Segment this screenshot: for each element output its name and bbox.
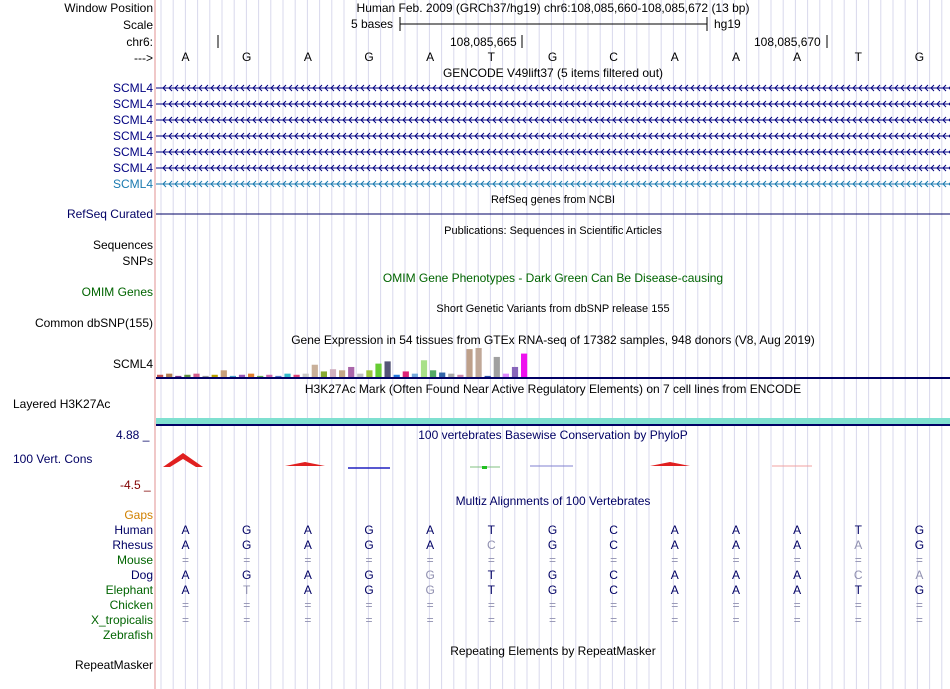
multiz-base: = [304, 598, 312, 612]
gtex-tissue-bar [193, 374, 199, 377]
multiz-base: C [487, 538, 496, 552]
gtex-tissue-bar [248, 374, 254, 377]
multiz-base: = [182, 553, 190, 567]
multiz-base: = [182, 613, 190, 627]
gtex-tissue-bar [157, 375, 163, 377]
multiz-base: = [487, 598, 495, 612]
multiz-base: C [853, 568, 863, 582]
gtex-tissue-bar [476, 348, 482, 377]
multiz-base: A [303, 523, 312, 537]
multiz-base: T [243, 583, 251, 597]
gtex-tissue-bar [175, 376, 181, 377]
multiz-base: = [915, 553, 923, 567]
gtex-tissue-bar [439, 373, 445, 377]
base-letter: T [487, 50, 496, 64]
refseq-label[interactable]: RefSeq Curated [66, 207, 153, 221]
dbsnp-title: Short Genetic Variants from dbSNP release 155 [436, 303, 670, 315]
publications-title: Publications: Sequences in Scientific Articles [444, 225, 662, 237]
gtex-tissue-bar [412, 374, 418, 377]
multiz-base: G [242, 523, 252, 537]
multiz-base: = [243, 613, 251, 627]
multiz-base: = [304, 553, 312, 567]
coord-label-2: 108,085,670 [754, 35, 821, 49]
multiz-base: = [854, 598, 862, 612]
gtex-tissue-bar [457, 375, 463, 377]
multiz-base: = [365, 598, 373, 612]
multiz-base: = [610, 598, 618, 612]
gtex-tissue-bar [212, 375, 218, 377]
gtex-label[interactable]: SCML4 [112, 357, 153, 371]
multiz-base: = [548, 613, 556, 627]
multiz-base: G [364, 538, 374, 552]
multiz-base: G [364, 568, 374, 582]
multiz-species-label[interactable]: X_tropicalis [90, 613, 153, 627]
base-letter: G [914, 50, 925, 64]
omim-label[interactable]: OMIM Genes [81, 285, 153, 299]
multiz-base: G [914, 523, 925, 537]
gencode-transcript-label[interactable]: SCML4 [112, 113, 153, 127]
gtex-tissue-bar [230, 376, 236, 377]
gtex-tissue-bar [330, 369, 336, 377]
multiz-base: G [914, 538, 925, 552]
multiz-base: = [671, 598, 679, 612]
multiz-base: A [670, 538, 679, 552]
h3k27ac-signal [156, 418, 950, 424]
multiz-species-label[interactable]: Elephant [105, 583, 153, 597]
multiz-base: = [915, 613, 923, 627]
base-letter: A [426, 50, 435, 64]
gtex-tissue-bar [303, 374, 309, 377]
publications-sequences-label[interactable]: Sequences [92, 238, 153, 252]
multiz-base: A [426, 538, 435, 552]
phylop-title: 100 vertebrates Basewise Conservation by PhyloP [418, 428, 688, 442]
multiz-base: = [487, 553, 495, 567]
phylop-label[interactable]: 100 Vert. Cons [13, 452, 93, 466]
multiz-base: = [243, 553, 251, 567]
multiz-base: = [793, 613, 801, 627]
scale-assembly: hg19 [714, 17, 741, 31]
h3k27ac-title: H3K27Ac Mark (Often Found Near Active Regulatory Elements) on 7 cell lines from ENCODE [304, 382, 802, 396]
multiz-base: = [487, 613, 495, 627]
multiz-base: A [793, 583, 802, 597]
multiz-base: C [609, 568, 618, 582]
multiz-base: A [793, 568, 802, 582]
base-letter: A [303, 50, 312, 64]
window-position-label: Window Position [64, 1, 153, 15]
multiz-base: C [609, 583, 618, 597]
gtex-tissue-bar [366, 370, 372, 377]
base-letter: G [242, 50, 252, 64]
base-letter: A [181, 50, 190, 64]
phylop-min-label: -4.5 _ [120, 478, 151, 492]
strand-label: ---> [134, 51, 153, 65]
dbsnp-label[interactable]: Common dbSNP(155) [34, 316, 153, 330]
multiz-species-label[interactable]: Mouse [116, 553, 153, 567]
gencode-transcript-label[interactable]: SCML4 [112, 81, 153, 95]
multiz-base: = [854, 553, 862, 567]
gtex-tissue-bar [385, 361, 391, 377]
multiz-base: = [915, 598, 923, 612]
base-letter: G [547, 50, 558, 64]
window-position-text: Human Feb. 2009 (GRCh37/hg19) chr6:108,085,660-108,085,672 (13 bp) [356, 1, 750, 15]
base-letter: T [854, 50, 862, 64]
gtex-tissue-bar [503, 374, 509, 377]
multiz-base: = [365, 553, 373, 567]
multiz-species-label[interactable]: Rhesus [112, 538, 153, 552]
multiz-species-label[interactable]: Dog [130, 568, 153, 582]
multiz-base: T [854, 583, 862, 597]
gtex-tissue-bar [403, 371, 409, 377]
multiz-base: A [181, 523, 190, 537]
multiz-base: = [732, 598, 740, 612]
gtex-tissue-bar [494, 357, 500, 377]
gtex-tissue-bar [257, 376, 263, 377]
gtex-tissue-bar [221, 370, 227, 377]
multiz-base: C [609, 538, 618, 552]
repeatmasker-title: Repeating Elements by RepeatMasker [450, 644, 656, 658]
multiz-base: A [426, 523, 435, 537]
multiz-base: A [303, 583, 312, 597]
multiz-base: A [670, 568, 679, 582]
multiz-base: = [548, 553, 556, 567]
base-letter: A [731, 50, 740, 64]
multiz-base: = [304, 613, 312, 627]
multiz-base: G [547, 568, 558, 582]
multiz-base: A [731, 538, 740, 552]
multiz-base: C [609, 523, 618, 537]
multiz-base: G [364, 583, 374, 597]
multiz-base: = [426, 598, 434, 612]
refseq-title: RefSeq genes from NCBI [490, 194, 616, 206]
multiz-base: T [487, 583, 496, 597]
multiz-base: = [671, 613, 679, 627]
multiz-base: = [610, 613, 618, 627]
gtex-tissue-bar [448, 374, 454, 377]
gtex-tissue-bar [485, 376, 491, 377]
multiz-base: A [303, 538, 312, 552]
chr-label: chr6: [126, 35, 153, 49]
multiz-base: = [854, 613, 862, 627]
multiz-base: A [793, 523, 802, 537]
phylop-peak [650, 462, 690, 466]
multiz-base: A [181, 568, 190, 582]
gencode-transcript-label[interactable]: SCML4 [112, 145, 153, 159]
multiz-base: T [854, 523, 862, 537]
gtex-tissue-bar [466, 349, 472, 377]
multiz-base: = [426, 613, 434, 627]
multiz-base: G [242, 538, 252, 552]
multiz-species-label[interactable]: Zebrafish [102, 628, 153, 642]
base-letter: G [364, 50, 374, 64]
gtex-tissue-bar [203, 376, 209, 377]
multiz-base: G [364, 523, 374, 537]
gtex-title: Gene Expression in 54 tissues from GTEx RNA-seq of 17382 samples, 948 donors (V8, Aug 2019) [291, 333, 815, 347]
multiz-base: = [793, 553, 801, 567]
h3k27ac-label[interactable]: Layered H3K27Ac [13, 397, 111, 411]
multiz-base: = [793, 598, 801, 612]
gtex-tissue-bar [184, 375, 190, 377]
multiz-base: = [732, 553, 740, 567]
scale-text: 5 bases [351, 17, 394, 31]
multiz-base: = [671, 553, 679, 567]
phylop-max-label: 4.88 _ [116, 428, 150, 442]
gtex-tissue-bar [421, 360, 427, 377]
multiz-base: G [547, 538, 558, 552]
multiz-base: G [242, 568, 252, 582]
multiz-base: A [670, 583, 679, 597]
gencode-transcript-label[interactable]: SCML4 [112, 97, 153, 111]
multiz-base: = [365, 613, 373, 627]
multiz-base: A [181, 583, 190, 597]
multiz-base: A [915, 568, 924, 582]
multiz-base: G [425, 568, 435, 582]
multiz-base: T [487, 568, 496, 582]
multiz-species-label[interactable]: Chicken [109, 598, 153, 612]
multiz-base: = [732, 613, 740, 627]
base-letter: C [609, 50, 618, 64]
multiz-base: A [854, 538, 863, 552]
repeatmasker-label[interactable]: RepeatMasker [74, 658, 153, 672]
multiz-base: = [610, 553, 618, 567]
multiz-base: A [303, 568, 312, 582]
multiz-base: A [731, 523, 740, 537]
omim-title: OMIM Gene Phenotypes - Dark Green Can Be Disease-causing [382, 271, 724, 285]
multiz-base: G [425, 583, 435, 597]
base-letter: A [670, 50, 679, 64]
gtex-tissue-bar [394, 375, 400, 377]
gencode-transcript-label[interactable]: SCML4 [112, 161, 153, 175]
publications-snps-label[interactable]: SNPs [122, 254, 153, 268]
phylop-peak [163, 453, 203, 467]
multiz-base: A [731, 583, 740, 597]
gencode-transcript-label[interactable]: SCML4 [112, 177, 153, 191]
multiz-base: A [793, 538, 802, 552]
multiz-base: = [243, 598, 251, 612]
multiz-base: A [181, 538, 190, 552]
gtex-tissue-bar [512, 367, 518, 377]
phylop-mark [482, 466, 487, 469]
multiz-base: = [426, 553, 434, 567]
scale-label: Scale [122, 18, 153, 32]
multiz-title: Multiz Alignments of 100 Vertebrates [455, 494, 651, 508]
multiz-base: = [548, 598, 556, 612]
gtex-tissue-bar [348, 367, 354, 377]
gtex-tissue-bar [284, 374, 290, 377]
gtex-tissue-bar [239, 375, 245, 377]
gencode-title: GENCODE V49lift37 (5 items filtered out) [442, 66, 664, 80]
gaps-label: Gaps [124, 508, 153, 522]
multiz-species-label[interactable]: Human [114, 523, 153, 537]
gtex-tissue-bar [339, 370, 345, 377]
phylop-peak [285, 462, 325, 466]
multiz-base: A [731, 568, 740, 582]
gtex-tissue-bar [430, 370, 436, 377]
base-letter: A [793, 50, 802, 64]
multiz-base: = [182, 598, 190, 612]
multiz-base: A [670, 523, 679, 537]
gtex-tissue-bar [357, 374, 363, 377]
gtex-tissue-bar [294, 375, 300, 377]
multiz-base: G [547, 523, 558, 537]
gtex-tissue-bar [275, 376, 281, 377]
multiz-base: G [547, 583, 558, 597]
multiz-base: G [914, 583, 925, 597]
gtex-tissue-bar [312, 365, 318, 377]
multiz-base: T [487, 523, 496, 537]
gtex-tissue-bar [375, 364, 381, 377]
coord-label-1: 108,085,665 [450, 35, 517, 49]
gtex-tissue-bar [321, 371, 327, 377]
gtex-tissue-bar [521, 354, 527, 377]
gencode-transcript-label[interactable]: SCML4 [112, 129, 153, 143]
gtex-tissue-bar [166, 374, 172, 377]
gtex-tissue-bar [266, 375, 272, 377]
